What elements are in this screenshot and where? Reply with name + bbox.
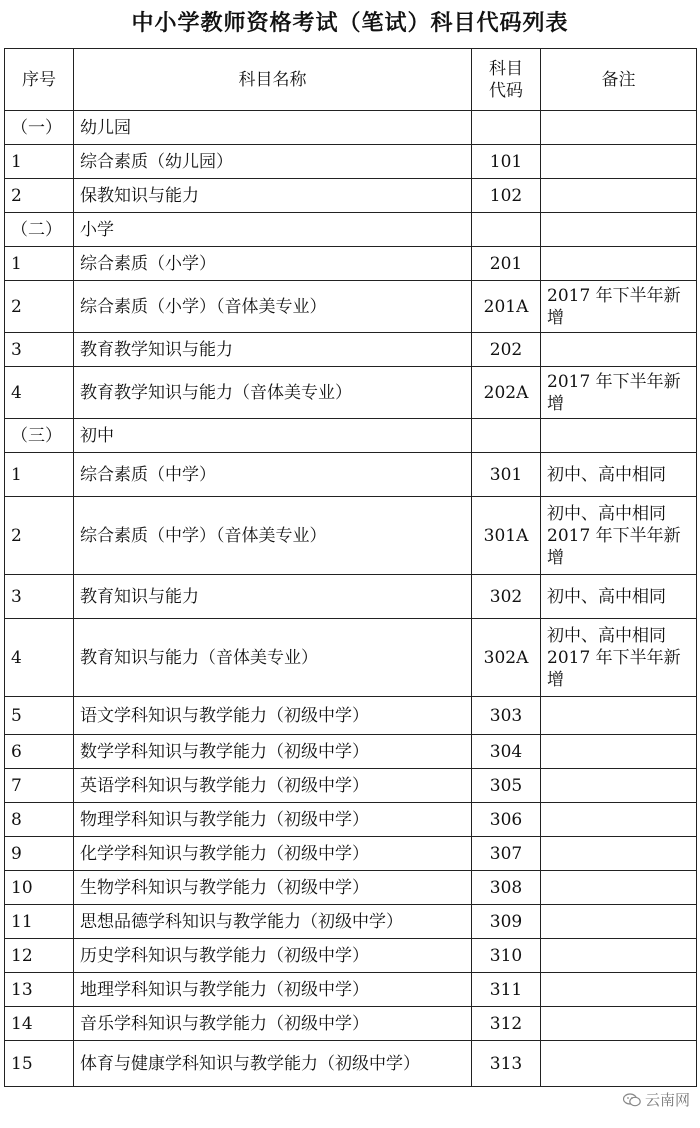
row-subject-name: 综合素质（幼儿园）	[74, 145, 472, 179]
row-note	[541, 837, 697, 871]
row-note-line: 初中、高中相同	[547, 503, 666, 524]
row-note-line: 增	[547, 393, 564, 414]
row-code: 201A	[472, 281, 541, 333]
row-seq: 1	[5, 453, 74, 497]
row-code: 308	[472, 871, 541, 905]
row-subject-name: 保教知识与能力	[74, 179, 472, 213]
table-row	[5, 281, 697, 333]
row-seq: 11	[5, 905, 74, 939]
row-code	[472, 419, 541, 453]
row-seq: 2	[5, 179, 74, 213]
row-note-line: 初中、高中相同	[547, 625, 666, 646]
row-code: 201	[472, 247, 541, 281]
subject-code-table	[4, 48, 697, 1087]
table-row	[5, 1007, 697, 1041]
row-group-name: 幼儿园	[74, 111, 472, 145]
row-code: 301A	[472, 497, 541, 575]
row-code: 102	[472, 179, 541, 213]
row-note	[541, 213, 697, 247]
row-code: 310	[472, 939, 541, 973]
row-note	[541, 939, 697, 973]
row-note	[541, 497, 697, 575]
row-code: 313	[472, 1041, 541, 1087]
row-note-line: 2017 年下半年新	[547, 525, 681, 546]
row-subject-name: 数学学科知识与教学能力（初级中学）	[74, 735, 472, 769]
table-row	[5, 837, 697, 871]
table-row	[5, 735, 697, 769]
row-seq: 12	[5, 939, 74, 973]
row-note	[541, 145, 697, 179]
row-subject-name: 综合素质（中学）	[74, 453, 472, 497]
row-note-line: 2017 年下半年新	[547, 285, 681, 306]
row-note	[541, 1007, 697, 1041]
row-seq: （三）	[5, 419, 74, 453]
table-row	[5, 453, 697, 497]
row-note	[541, 453, 697, 497]
row-seq: 15	[5, 1041, 74, 1087]
row-seq: 2	[5, 497, 74, 575]
row-subject-name: 化学学科知识与教学能力（初级中学）	[74, 837, 472, 871]
table-row	[5, 419, 697, 453]
row-note-line: 增	[547, 307, 564, 328]
table-header-row	[5, 49, 697, 111]
row-code: 307	[472, 837, 541, 871]
row-note	[541, 735, 697, 769]
row-code: 305	[472, 769, 541, 803]
row-seq: 8	[5, 803, 74, 837]
row-note	[541, 769, 697, 803]
row-note	[541, 575, 697, 619]
row-note-line: 增	[547, 547, 564, 568]
row-note	[541, 419, 697, 453]
row-code: 309	[472, 905, 541, 939]
row-code: 304	[472, 735, 541, 769]
row-subject-name: 综合素质（小学）	[74, 247, 472, 281]
row-note	[541, 333, 697, 367]
row-seq: 5	[5, 697, 74, 735]
table-row	[5, 905, 697, 939]
row-note-line: 2017 年下半年新	[547, 371, 681, 392]
row-subject-name: 历史学科知识与教学能力（初级中学）	[74, 939, 472, 973]
table-body	[5, 111, 697, 1087]
row-note-line: 初中、高中相同	[547, 464, 666, 485]
table-row	[5, 145, 697, 179]
row-seq: 4	[5, 619, 74, 697]
table-row	[5, 1041, 697, 1087]
row-seq: （一）	[5, 111, 74, 145]
row-note	[541, 871, 697, 905]
row-code	[472, 111, 541, 145]
row-code: 101	[472, 145, 541, 179]
row-note	[541, 179, 697, 213]
row-note	[541, 1041, 697, 1087]
row-seq: 2	[5, 281, 74, 333]
row-subject-name: 英语学科知识与教学能力（初级中学）	[74, 769, 472, 803]
row-seq: 1	[5, 247, 74, 281]
row-code: 202A	[472, 367, 541, 419]
header-code-line1: 科目	[489, 58, 523, 79]
row-seq: 3	[5, 333, 74, 367]
row-code: 311	[472, 973, 541, 1007]
table-row	[5, 803, 697, 837]
row-note	[541, 111, 697, 145]
row-note	[541, 905, 697, 939]
table-row	[5, 619, 697, 697]
wechat-icon	[623, 1093, 641, 1107]
row-code: 303	[472, 697, 541, 735]
header-name: 科目名称	[74, 49, 472, 111]
row-subject-name: 音乐学科知识与教学能力（初级中学）	[74, 1007, 472, 1041]
row-code: 202	[472, 333, 541, 367]
header-note: 备注	[541, 49, 697, 111]
row-subject-name: 教育教学知识与能力（音体美专业）	[74, 367, 472, 419]
watermark-text: 云南网	[644, 1091, 690, 1109]
row-note-line: 增	[547, 669, 564, 690]
row-note	[541, 247, 697, 281]
table-row	[5, 697, 697, 735]
row-seq: 7	[5, 769, 74, 803]
row-note	[541, 973, 697, 1007]
row-code: 312	[472, 1007, 541, 1041]
row-subject-name: 生物学科知识与教学能力（初级中学）	[74, 871, 472, 905]
table-row	[5, 213, 697, 247]
row-code: 302	[472, 575, 541, 619]
row-seq: 4	[5, 367, 74, 419]
row-code: 302A	[472, 619, 541, 697]
document-title: 中小学教师资格考试（笔试）科目代码列表	[131, 11, 569, 36]
table-row	[5, 575, 697, 619]
row-note	[541, 367, 697, 419]
row-group-name: 小学	[74, 213, 472, 247]
header-code-line2: 代码	[489, 80, 523, 101]
row-seq: 3	[5, 575, 74, 619]
row-subject-name: 教育知识与能力	[74, 575, 472, 619]
table-row	[5, 367, 697, 419]
header-code	[472, 49, 541, 111]
table-row	[5, 973, 697, 1007]
table-row	[5, 769, 697, 803]
row-subject-name: 教育知识与能力（音体美专业）	[74, 619, 472, 697]
row-subject-name: 体育与健康学科知识与教学能力（初级中学）	[74, 1041, 472, 1087]
row-code: 301	[472, 453, 541, 497]
row-code	[472, 213, 541, 247]
table-row	[5, 111, 697, 145]
row-subject-name: 思想品德学科知识与教学能力（初级中学）	[74, 905, 472, 939]
header-seq: 序号	[5, 49, 74, 111]
table-row	[5, 333, 697, 367]
row-seq: （二）	[5, 213, 74, 247]
row-subject-name: 语文学科知识与教学能力（初级中学）	[74, 697, 472, 735]
table-row	[5, 179, 697, 213]
watermark	[623, 1089, 690, 1110]
row-subject-name: 综合素质（小学）（音体美专业）	[74, 281, 472, 333]
table-row	[5, 871, 697, 905]
row-subject-name: 教育教学知识与能力	[74, 333, 472, 367]
table-row	[5, 247, 697, 281]
row-note-line: 2017 年下半年新	[547, 647, 681, 668]
row-note-line: 初中、高中相同	[547, 586, 666, 607]
row-note	[541, 697, 697, 735]
row-subject-name: 地理学科知识与教学能力（初级中学）	[74, 973, 472, 1007]
row-seq: 6	[5, 735, 74, 769]
row-subject-name: 综合素质（中学）（音体美专业）	[74, 497, 472, 575]
row-seq: 9	[5, 837, 74, 871]
row-note	[541, 281, 697, 333]
table-row	[5, 939, 697, 973]
row-group-name: 初中	[74, 419, 472, 453]
row-seq: 13	[5, 973, 74, 1007]
row-subject-name: 物理学科知识与教学能力（初级中学）	[74, 803, 472, 837]
row-code: 306	[472, 803, 541, 837]
row-note	[541, 619, 697, 697]
table-row	[5, 497, 697, 575]
row-note	[541, 803, 697, 837]
row-seq: 10	[5, 871, 74, 905]
row-seq: 1	[5, 145, 74, 179]
row-seq: 14	[5, 1007, 74, 1041]
